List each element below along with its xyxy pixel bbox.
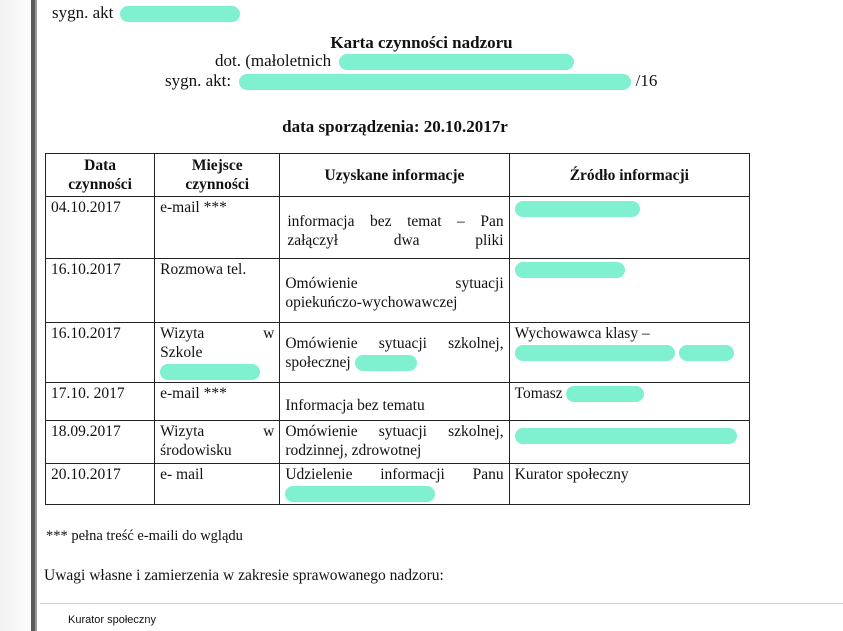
cell-info-line: rodzinnej, zdrowotnej <box>285 442 422 459</box>
cell-place-line: Szkole <box>160 344 203 361</box>
creation-date: data sporządzenia: 20.10.2017r <box>282 117 508 136</box>
redaction-mark <box>515 262 625 278</box>
cell-place <box>155 421 280 464</box>
case-number-label: sygn. akt: <box>165 71 232 90</box>
footer-signature: Kurator społeczny <box>68 614 157 626</box>
cell-place <box>155 323 280 383</box>
table-row <box>46 421 750 464</box>
cell-place-line: środowisku <box>160 442 232 459</box>
cell-date: 16.10.2017 <box>46 259 155 323</box>
cell-place: e-mail *** <box>155 383 280 421</box>
cell-date: 18.09.2017 <box>46 421 155 464</box>
cell-date: 04.10.2017 <box>46 197 155 259</box>
cell-info-line: opiekuńczo-wychowawczej <box>285 294 458 311</box>
cell-place: Rozmowa tel. <box>155 259 280 323</box>
cell-place-line: Wizyta w <box>160 423 275 440</box>
column-header-date: Data czynności <box>46 154 155 197</box>
cell-info-text: społecznej <box>285 354 351 371</box>
redaction-mark <box>239 74 631 90</box>
redaction-mark <box>285 486 435 502</box>
cell-info-line: Udzielenie informacji Panu <box>285 466 504 483</box>
remarks-heading: Uwagi własne i zamierzenia w zakresie sprawowanego nadzoru: <box>44 567 444 584</box>
subject-label: dot. (małoletnich <box>215 51 332 70</box>
table-row <box>46 464 750 505</box>
redaction-mark <box>515 345 675 361</box>
cell-info-line: Omówienie sytuacji szkolnej, <box>285 335 504 352</box>
redaction-mark <box>120 6 240 22</box>
cell-source <box>509 323 749 383</box>
cell-info <box>280 464 509 505</box>
cell-info <box>280 259 509 323</box>
cell-info <box>280 323 509 383</box>
cell-info-line: Omówienie sytuacji szkolnej, <box>285 423 504 440</box>
cell-source <box>509 259 749 323</box>
column-header-source: Źródło informacji <box>509 154 749 197</box>
cell-place: e- mail <box>155 464 280 505</box>
redaction-mark <box>355 355 417 371</box>
table-header-row <box>46 154 750 197</box>
redaction-mark <box>339 54 574 70</box>
cell-source <box>509 197 749 259</box>
case-number-line <box>165 71 657 91</box>
cell-source <box>509 383 749 421</box>
case-number-top-label: sygn. akt <box>52 3 114 22</box>
cell-date: 20.10.2017 <box>46 464 155 505</box>
cell-source: Kurator społeczny <box>509 464 749 505</box>
cell-source-text: Wychowawca klasy – <box>514 325 650 342</box>
cell-info-text: Informacja bez tematu <box>285 397 425 414</box>
cell-source <box>509 421 749 464</box>
table-row <box>46 259 750 323</box>
case-number-top <box>52 3 240 23</box>
table-row <box>46 323 750 383</box>
cell-source-text: Tomasz <box>514 385 563 402</box>
subject-line <box>215 51 574 71</box>
footnote: *** pełna treść e-maili do wglądu <box>46 528 243 544</box>
table-row <box>46 197 750 259</box>
redaction-mark <box>160 364 260 380</box>
redaction-mark <box>515 428 737 444</box>
cell-info <box>280 197 509 259</box>
binding-edge-shadow <box>35 0 37 631</box>
column-header-info: Uzyskane informacje <box>280 154 509 197</box>
cell-info <box>280 421 509 464</box>
cell-info-line: Omówienie sytuacji <box>285 275 504 292</box>
redaction-mark <box>566 386 644 402</box>
cell-date: 16.10.2017 <box>46 323 155 383</box>
cell-place-line: Wizyta w <box>160 325 275 342</box>
redaction-mark <box>515 201 640 217</box>
cell-info-line <box>285 353 503 372</box>
column-header-place: Miejsce czynności <box>155 154 280 197</box>
divider <box>40 603 843 604</box>
cell-place: e-mail *** <box>155 197 280 259</box>
cell-info <box>280 383 509 421</box>
table-row <box>46 383 750 421</box>
cell-date: 17.10. 2017 <box>46 383 155 421</box>
activity-table <box>45 153 750 505</box>
redaction-mark <box>679 345 734 361</box>
case-number-suffix: /16 <box>635 71 658 90</box>
cell-info-text: informacja bez temat – Pan załączył dwa pliki <box>287 213 504 249</box>
page-title: Karta czynności nadzoru <box>330 33 513 52</box>
